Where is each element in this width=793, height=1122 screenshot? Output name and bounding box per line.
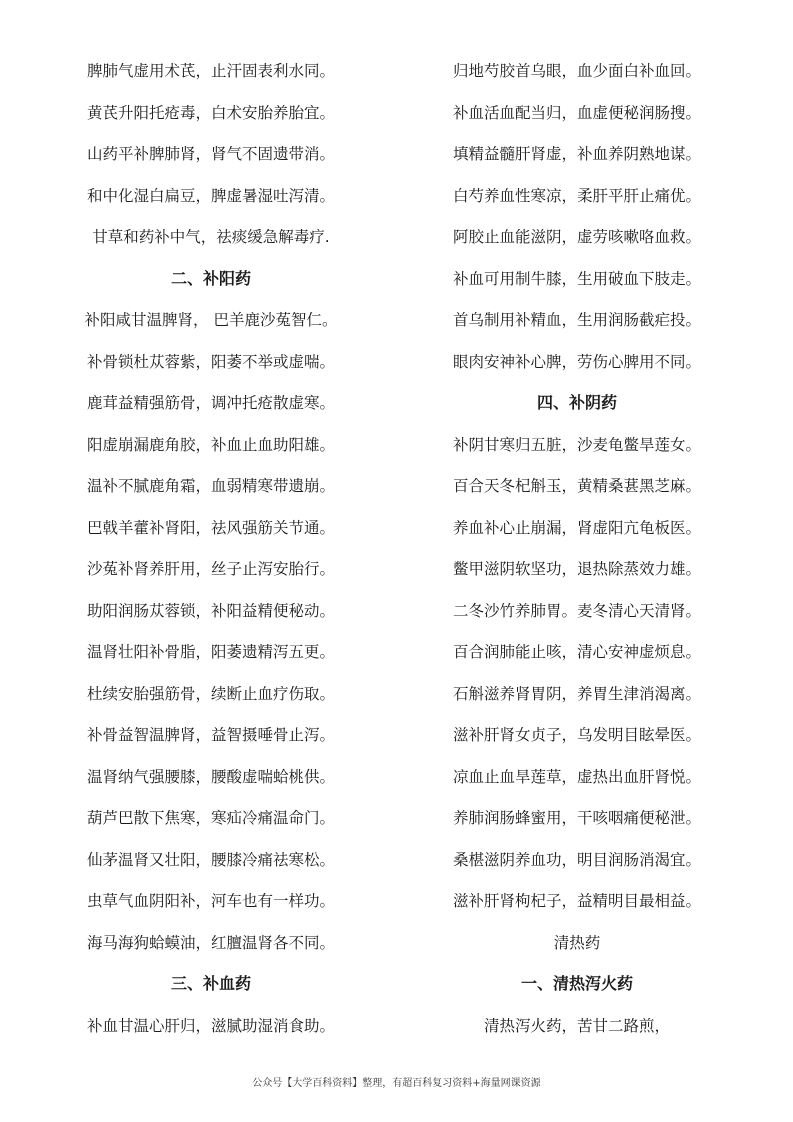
- verse-line: 百合天冬杞斛玉，黄精桑葚黑芝麻。: [452, 477, 701, 495]
- verse-line: 白芍养血性寒凉，柔肝平肝止痛优。: [452, 186, 701, 205]
- verse-line: 补骨益智温脾肾，益智摄唾骨止泻。: [86, 726, 335, 744]
- verse-line: 补骨锁杜苁蓉紫，阳萎不举或虚喘。: [86, 352, 335, 371]
- verse-line: 百合润肺能止咳，清心安神虚烦息。: [452, 643, 701, 661]
- verse-line: 填精益髓肝肾虚，补血养阴熟地谋。: [452, 145, 701, 163]
- verse-line: 二冬沙竹养肺胃。麦冬清心天清肾。: [452, 601, 701, 620]
- verse-line: 虫草气血阴阳补，河车也有一样功。: [86, 892, 335, 910]
- verse-line: 黄芪升阳托疮毒，白术安胎养胎宜。: [86, 103, 335, 122]
- verse-line: 养肺润肠蜂蜜用，干咳咽痛便秘泄。: [452, 809, 701, 827]
- verse-line: 清热药: [553, 933, 601, 952]
- verse-line: 桑椹滋阴养血功，明目润肠消渴宜。: [452, 850, 701, 869]
- verse-line: 葫芦巴散下焦寒，寒疝冷痛温命门。: [86, 809, 335, 827]
- section-heading: 三、补血药: [170, 974, 251, 993]
- verse-line: 补血活血配当归，血虚便秘润肠搜。: [452, 103, 701, 122]
- verse-line: 沙菟补肾养肝用，丝子止泻安胎行。: [86, 560, 335, 578]
- verse-line: 山药平补脾肺肾，肾气不固遗带消。: [86, 145, 335, 163]
- left-column: [46, 52, 376, 1048]
- verse-line: 养血补心止崩漏，肾虚阳亢龟板医。: [452, 518, 701, 537]
- verse-line: 阳虚崩漏鹿角胶，补血止血助阳雄。: [86, 435, 335, 454]
- verse-line: 海马海狗蛤蟆油，红膻温肾各不同。: [86, 933, 335, 952]
- verse-line: 眼肉安神补心脾，劳伤心脾用不同。: [452, 352, 701, 371]
- verse-line: 滋补肝肾枸杞子，益精明目最相益。: [452, 892, 701, 910]
- verse-line: 巴戟羊藿补肾阳，祛风强筋关节通。: [86, 518, 335, 537]
- verse-line: 补血可用制牛膝，生用破血下肢走。: [452, 269, 701, 288]
- section-heading: 二、补阳药: [170, 268, 251, 288]
- verse-line: 补血甘温心肝归，滋腻助湿消食助。: [86, 1016, 335, 1035]
- section-heading: 四、补阴药: [536, 393, 617, 412]
- verse-line: 脾肺气虚用术芪，止汗固表利水同。: [86, 62, 335, 80]
- verse-line: 阿胶止血能滋阴，虚劳咳嗽咯血救。: [452, 228, 701, 246]
- verse-line: 助阳润肠苁蓉锁，补阳益精便秘动。: [86, 601, 335, 620]
- verse-line: 归地芍胶首乌眼，血少面白补血回。: [452, 62, 701, 80]
- verse-line: 补阴甘寒归五脏，沙麦龟鳖旱莲女。: [452, 435, 701, 454]
- verse-line: 补阳咸甘温脾肾， 巴羊鹿沙菟智仁。: [84, 311, 338, 329]
- verse-line: 仙茅温肾又壮阳，腰膝冷痛祛寒松。: [86, 850, 335, 869]
- verse-line: 杜续安胎强筋骨，续断止血疗伤取。: [86, 684, 335, 703]
- verse-line: 和中化湿白扁豆，脾虚暑湿吐泻清。: [86, 186, 335, 205]
- verse-line: 清热泻火药，苦甘二路煎，: [483, 1016, 670, 1035]
- verse-line: 温肾壮阳补骨脂，阳萎遗精泻五更。: [86, 643, 335, 661]
- verse-line: 滋补肝肾女贞子，乌发明目眩晕医。: [452, 726, 701, 744]
- verse-line: 凉血止血旱莲草，虚热出血肝肾悦。: [452, 767, 701, 786]
- page-footer: 公众号【大学百科资料】整理，有超百科复习资料+海量网课资源: [252, 1078, 541, 1089]
- verse-line: 甘草和药补中气，祛痰缓急解毒疗.: [92, 228, 330, 246]
- verse-line: 鹿茸益精强筋骨，调冲托疮散虚寒。: [86, 394, 335, 412]
- verse-line: 温补不腻鹿角霜，血弱精寒带遗崩。: [86, 477, 335, 495]
- verse-line: 鳖甲滋阴软坚功，退热除蒸效力雄。: [452, 560, 701, 578]
- verse-line: 温肾纳气强腰膝，腰酸虚喘蛤桃供。: [86, 767, 335, 786]
- section-heading: 一、清热泻火药: [520, 974, 633, 993]
- right-column: [412, 52, 742, 1048]
- verse-line: 石斛滋养肾胃阴，养胃生津消渴离。: [452, 684, 701, 703]
- verse-line: 首乌制用补精血，生用润肠截疟投。: [452, 311, 701, 329]
